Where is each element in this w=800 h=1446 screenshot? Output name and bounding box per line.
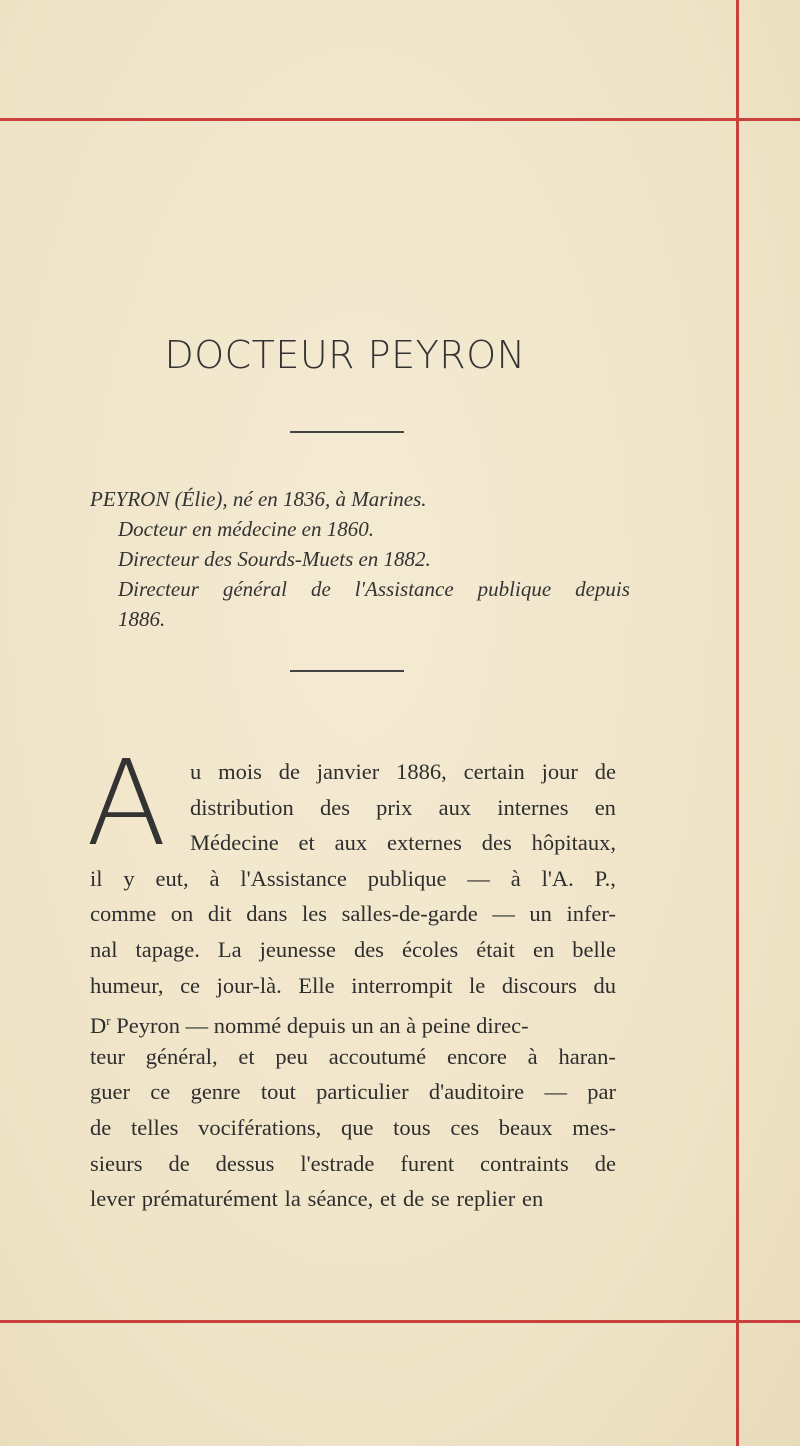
word: — [492, 901, 515, 927]
word: du [593, 972, 616, 998]
word: vociférations, [198, 1114, 322, 1140]
article-line [90, 1181, 616, 1217]
article-line [90, 968, 616, 1004]
word: Directeur [118, 577, 199, 601]
word: eut, [155, 865, 189, 891]
word: dit [207, 901, 232, 927]
word: de [278, 759, 300, 784]
word: à [209, 865, 220, 891]
word: internes [497, 794, 569, 820]
word: et [238, 1043, 255, 1069]
word: la [284, 1186, 301, 1212]
word: interrompit [351, 972, 453, 998]
article-line [90, 1039, 616, 1075]
word: guer [90, 1079, 130, 1105]
word: des [481, 830, 512, 856]
biography-block [90, 484, 630, 634]
word: se [430, 1186, 450, 1212]
word: jour-là. [216, 972, 282, 998]
word: général [222, 577, 287, 601]
word: — [544, 1079, 567, 1105]
word: mois [218, 759, 262, 784]
word: certain [463, 759, 525, 784]
page-title: DOCTEUR PEYRON [164, 333, 526, 377]
bio-line: Directeur des Sourds-Muets en 1882. [118, 547, 431, 571]
word: que [340, 1114, 374, 1140]
word: distribution [190, 794, 294, 820]
word: de [310, 577, 331, 601]
word: aux [438, 794, 472, 820]
word: prématurément [141, 1186, 278, 1212]
article-line [90, 896, 616, 932]
word: beaux [498, 1114, 553, 1140]
word: par [587, 1079, 616, 1105]
word: discours [501, 972, 577, 998]
word: salles-de-garde [341, 901, 478, 927]
article-line [90, 1110, 616, 1146]
word: tapage. [135, 936, 200, 962]
word: — [467, 865, 490, 891]
word: jour [541, 759, 578, 784]
article-line [90, 1074, 616, 1110]
word: écoles [401, 936, 459, 962]
top-red-rule [0, 118, 800, 121]
word: janvier [316, 759, 380, 784]
article-body [90, 754, 616, 1217]
word: de [594, 1150, 616, 1176]
article-line [90, 825, 616, 861]
right-red-rule [736, 0, 739, 1446]
word: l'Assistance [354, 577, 454, 601]
word: des [319, 794, 350, 820]
word: les [302, 901, 327, 927]
word: séance, [307, 1186, 374, 1212]
word: teur [90, 1043, 125, 1069]
word: en [521, 1186, 544, 1212]
word: mes- [572, 1114, 616, 1140]
word: publique [477, 577, 552, 601]
article-line [90, 754, 616, 790]
word: belle [572, 936, 616, 962]
word: des [353, 936, 384, 962]
word: tout [260, 1079, 296, 1105]
bio-separator [290, 670, 404, 672]
article-line [90, 1146, 616, 1182]
word: et [379, 1186, 397, 1212]
word: le [469, 972, 486, 998]
word: particulier [316, 1079, 409, 1105]
word: de [168, 1150, 190, 1176]
word: u [190, 759, 202, 784]
word: jeunesse [259, 936, 336, 962]
word: ce [150, 1079, 171, 1105]
word: La [217, 936, 242, 962]
word: ce [180, 972, 201, 998]
word: encore [446, 1043, 507, 1069]
word: de [402, 1186, 425, 1212]
article-line [90, 932, 616, 968]
word: telles [130, 1114, 179, 1140]
word: ces [450, 1114, 480, 1140]
word: à [510, 865, 521, 891]
article-line [90, 861, 616, 897]
word: dans [246, 901, 288, 927]
word: d'auditoire [428, 1079, 525, 1105]
word: y [123, 865, 135, 891]
word: Elle [298, 972, 335, 998]
word: on [170, 901, 194, 927]
word: l'estrade [300, 1150, 375, 1176]
bio-line: Docteur en médecine en 1860. [118, 517, 374, 541]
word: haran- [558, 1043, 616, 1069]
word: aux [334, 830, 368, 856]
word: de [594, 759, 616, 784]
word: comme [90, 901, 157, 927]
word: nal [90, 936, 118, 962]
drop-cap: A [86, 734, 167, 872]
bottom-red-rule [0, 1320, 800, 1323]
word: dessus [215, 1150, 275, 1176]
word: général, [145, 1043, 218, 1069]
word: de [90, 1114, 112, 1140]
word: P., [594, 865, 616, 891]
word: l'A. [541, 865, 574, 891]
bio-line: 1886. [118, 607, 166, 631]
word: publique [367, 865, 447, 891]
word: il [90, 865, 103, 891]
word: hôpitaux, [531, 830, 616, 856]
word: un [529, 901, 552, 927]
word: accoutumé [328, 1043, 427, 1069]
word: Médecine [190, 830, 279, 856]
word: sieurs [90, 1150, 143, 1176]
word: en [532, 936, 555, 962]
word: humeur, [90, 972, 164, 998]
word: infer- [566, 901, 616, 927]
bio-line: PEYRON (Élie), né en 1836, à Marines. [90, 487, 427, 511]
word: contraints [480, 1150, 569, 1176]
bio-line [90, 574, 630, 604]
word: à [527, 1043, 538, 1069]
word: peu [275, 1043, 308, 1069]
word: était [476, 936, 515, 962]
word: depuis [575, 577, 630, 601]
word: replier [456, 1186, 516, 1212]
word: externes [386, 830, 462, 856]
article-line [90, 1003, 616, 1039]
word: en [594, 794, 616, 820]
word: furent [400, 1150, 455, 1176]
article-line [90, 790, 616, 826]
word: lever [90, 1186, 135, 1212]
title-separator [290, 431, 404, 433]
word: tous [393, 1114, 431, 1140]
word: genre [190, 1079, 241, 1105]
word: 1886, [396, 759, 447, 784]
word: et [298, 830, 315, 856]
word: prix [376, 794, 413, 820]
word: l'Assistance [240, 865, 347, 891]
article-line-text: $D^r$ Peyron — nommé depuis un an à peine direc- [90, 1013, 529, 1039]
